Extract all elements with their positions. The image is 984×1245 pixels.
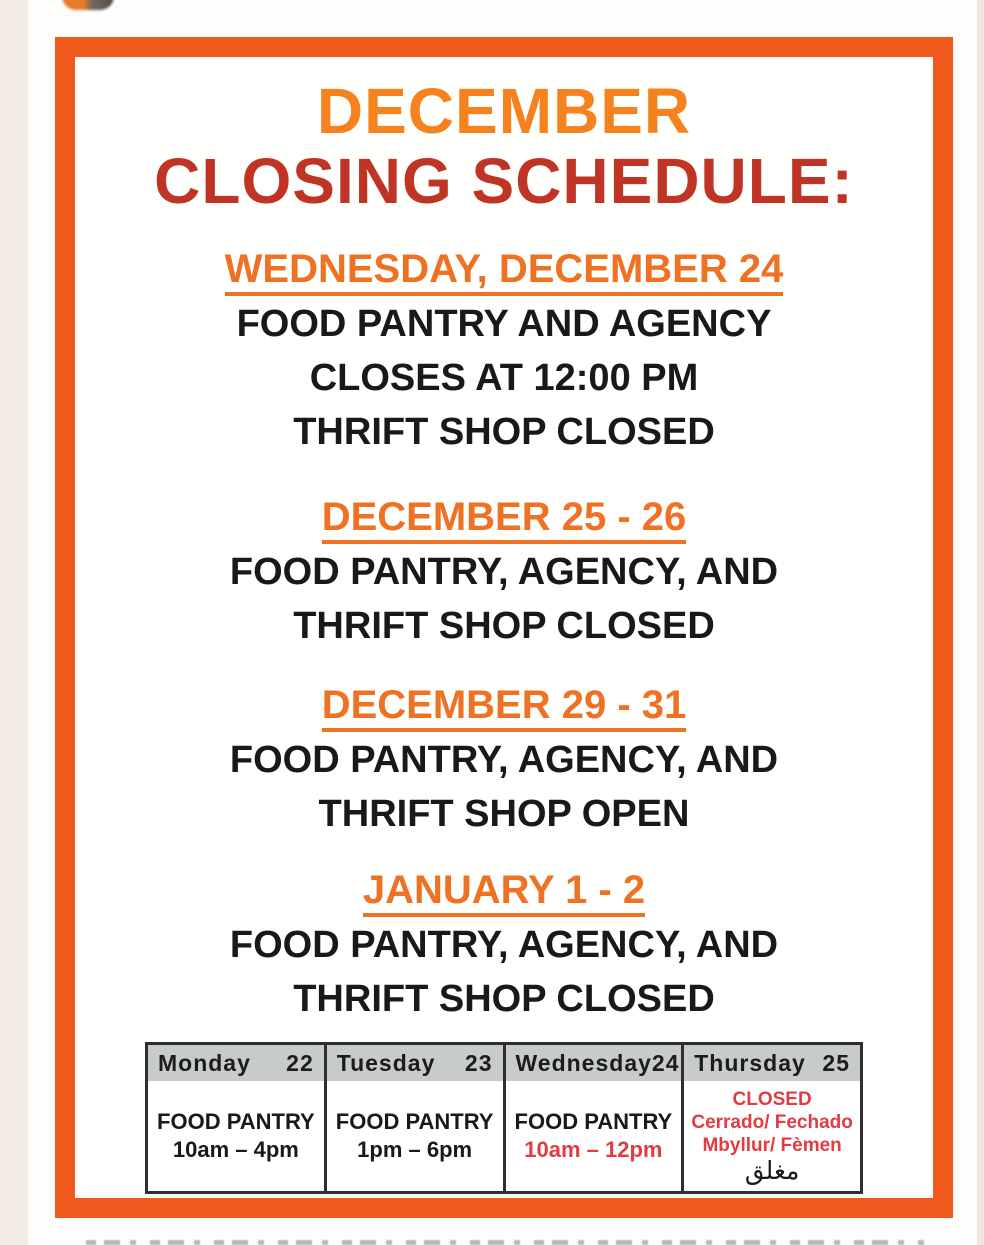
cell-line: Cerrado/ Fechado bbox=[691, 1111, 853, 1133]
day-column-thursday bbox=[681, 1045, 860, 1191]
section-december-24 bbox=[75, 247, 933, 459]
schedule-table bbox=[145, 1042, 863, 1194]
day-header bbox=[327, 1045, 503, 1081]
day-cell bbox=[327, 1081, 503, 1191]
organization-logo-partial-icon bbox=[62, 0, 114, 10]
day-cell bbox=[148, 1081, 324, 1191]
day-header bbox=[148, 1045, 324, 1081]
cell-line: FOOD PANTRY bbox=[157, 1109, 315, 1134]
day-date: 23 bbox=[464, 1049, 493, 1076]
cell-line-arabic: مغلق bbox=[744, 1155, 800, 1185]
section-line: FOOD PANTRY, AGENCY, AND bbox=[229, 924, 779, 966]
day-date: 22 bbox=[286, 1049, 314, 1076]
section-heading: WEDNESDAY, DECEMBER 24 bbox=[75, 247, 933, 291]
cell-line: FOOD PANTRY bbox=[335, 1109, 494, 1134]
section-line: FOOD PANTRY, AGENCY, AND bbox=[229, 739, 779, 781]
day-header bbox=[506, 1045, 682, 1081]
viewer-edge-right bbox=[977, 0, 984, 1245]
day-column-monday bbox=[148, 1045, 324, 1191]
cell-line: CLOSED bbox=[732, 1088, 812, 1110]
day-cell bbox=[684, 1081, 860, 1191]
day-cell bbox=[506, 1081, 682, 1191]
cell-line: 10am – 4pm bbox=[172, 1137, 299, 1162]
day-date: 25 bbox=[822, 1049, 850, 1076]
section-line: FOOD PANTRY AND AGENCY bbox=[236, 303, 772, 345]
cropped-text-line bbox=[86, 1240, 924, 1245]
section-line: THRIFT SHOP OPEN bbox=[318, 793, 690, 835]
section-heading: DECEMBER 29 - 31 bbox=[75, 683, 933, 727]
section-line: THRIFT SHOP CLOSED bbox=[293, 605, 715, 647]
cell-line: 1pm – 6pm bbox=[357, 1137, 473, 1162]
day-name: Tuesday bbox=[336, 1049, 436, 1076]
day-date: 24 bbox=[651, 1049, 680, 1076]
cell-line: FOOD PANTRY bbox=[514, 1109, 673, 1134]
section-december-25-26 bbox=[75, 495, 933, 653]
section-heading: DECEMBER 25 - 26 bbox=[75, 495, 933, 539]
section-december-29-31 bbox=[75, 683, 933, 841]
section-january-1-2 bbox=[75, 868, 933, 1026]
section-line: THRIFT SHOP CLOSED bbox=[293, 978, 715, 1020]
day-name: Monday bbox=[158, 1049, 251, 1076]
cell-line: 10am – 12pm bbox=[524, 1137, 663, 1162]
day-name: Thursday bbox=[694, 1049, 806, 1076]
day-column-wednesday bbox=[503, 1045, 682, 1191]
day-name: Wednesday bbox=[515, 1049, 652, 1076]
day-column-tuesday bbox=[324, 1045, 503, 1191]
poster-title-line1: DECEMBER bbox=[316, 75, 692, 147]
poster-frame bbox=[55, 37, 953, 1218]
section-heading: JANUARY 1 - 2 bbox=[75, 868, 933, 912]
section-line: FOOD PANTRY, AGENCY, AND bbox=[229, 551, 779, 593]
viewer-edge-left bbox=[0, 0, 28, 1245]
day-header bbox=[684, 1045, 860, 1081]
cell-line: Mbyllur/ Fèmen bbox=[702, 1134, 842, 1156]
section-line: CLOSES AT 12:00 PM bbox=[309, 357, 699, 399]
poster-title-line2: CLOSING SCHEDULE: bbox=[154, 145, 854, 217]
section-line: THRIFT SHOP CLOSED bbox=[293, 411, 715, 453]
